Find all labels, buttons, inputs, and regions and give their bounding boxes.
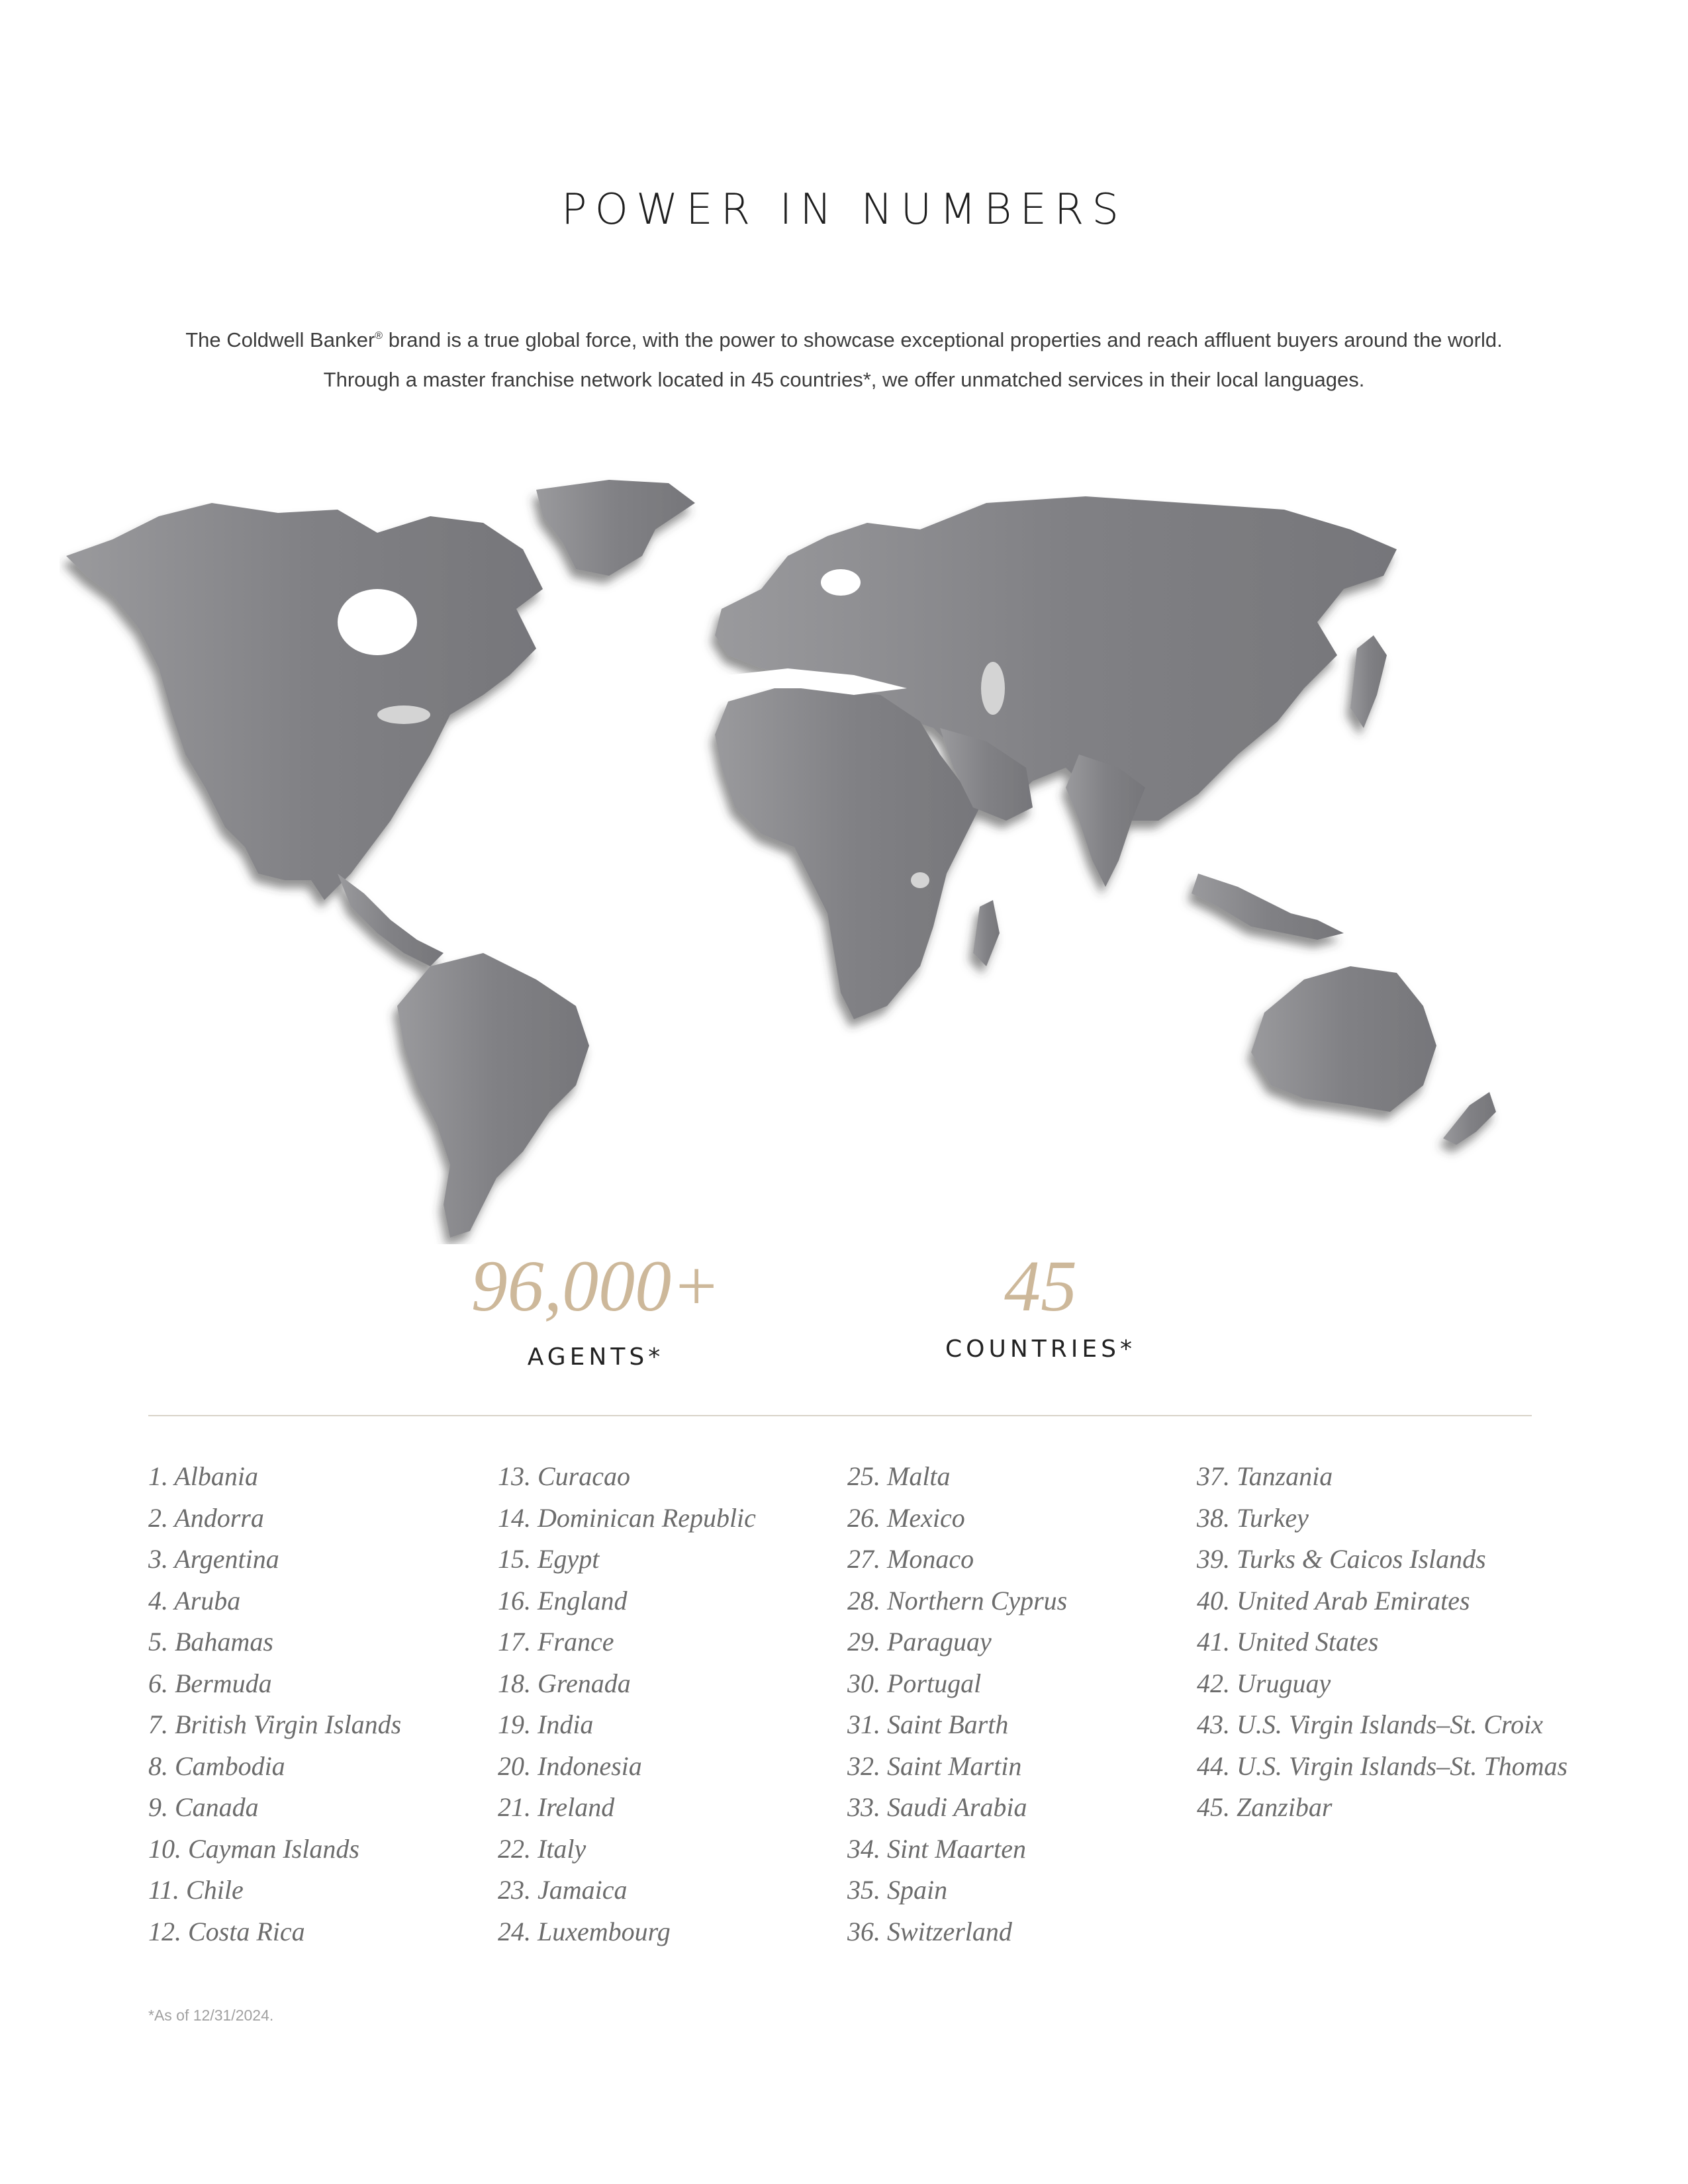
list-item: 20. Indonesia bbox=[498, 1751, 642, 1781]
list-item: 1. Albania bbox=[148, 1461, 258, 1491]
country-column-4 bbox=[1197, 1456, 1568, 1952]
list-item: 9. Canada bbox=[148, 1792, 259, 1822]
list-item: 19. India bbox=[498, 1709, 594, 1739]
greenland-landmass bbox=[536, 480, 695, 576]
country-column-3 bbox=[847, 1456, 1197, 1952]
list-item: 10. Cayman Islands bbox=[148, 1833, 359, 1864]
footnote: *As of 12/31/2024. bbox=[148, 2007, 274, 2024]
countries-label: COUNTRIES* bbox=[945, 1336, 1136, 1363]
list-item: 24. Luxembourg bbox=[498, 1916, 671, 1946]
japan-landmass bbox=[1350, 635, 1387, 728]
central-america-landmass bbox=[338, 874, 444, 966]
agents-label: AGENTS* bbox=[527, 1343, 665, 1371]
list-item: 16. England bbox=[498, 1585, 628, 1615]
list-item: 5. Bahamas bbox=[148, 1627, 273, 1657]
list-item: 40. United Arab Emirates bbox=[1197, 1585, 1470, 1615]
world-map bbox=[60, 477, 1609, 1244]
hudson-bay bbox=[338, 589, 417, 655]
baltic-sea bbox=[821, 569, 861, 596]
list-item: 39. Turks & Caicos Islands bbox=[1197, 1544, 1486, 1574]
country-column-2 bbox=[498, 1456, 847, 1952]
list-item: 26. Mexico bbox=[847, 1502, 965, 1533]
list-item: 34. Sint Maarten bbox=[847, 1833, 1026, 1864]
intro-line-1 bbox=[119, 316, 1569, 360]
north-america-landmass bbox=[66, 503, 543, 900]
list-item: 42. Uruguay bbox=[1197, 1668, 1331, 1698]
list-item: 29. Paraguay bbox=[847, 1627, 992, 1657]
list-item: 15. Egypt bbox=[498, 1544, 600, 1574]
intro-line-2: Through a master franchise network located in 45 countries*, we offer unmatched services in their local languages. bbox=[323, 368, 1365, 391]
section-divider bbox=[148, 1415, 1532, 1416]
list-item: 35. Spain bbox=[847, 1875, 948, 1905]
country-column-1 bbox=[148, 1456, 498, 1952]
list-item: 30. Portugal bbox=[847, 1668, 982, 1698]
list-item: 3. Argentina bbox=[148, 1544, 279, 1574]
list-item: 31. Saint Barth bbox=[847, 1709, 1009, 1739]
list-item: 33. Saudi Arabia bbox=[847, 1792, 1027, 1822]
list-item: 37. Tanzania bbox=[1197, 1461, 1333, 1491]
south-america-landmass bbox=[397, 953, 589, 1238]
indonesia-landmass bbox=[1192, 874, 1344, 940]
registered-mark: ® bbox=[375, 330, 383, 341]
intro-line-1-end: brand is a true global force, with the power to showcase exceptional properties and reach affluent buyers around the world. bbox=[383, 328, 1503, 351]
country-list bbox=[148, 1456, 1568, 1952]
list-item: 17. France bbox=[498, 1627, 614, 1657]
intro-line-1-start: The Coldwell Banker bbox=[185, 328, 375, 351]
list-item: 18. Grenada bbox=[498, 1668, 631, 1698]
new-zealand-landmass bbox=[1443, 1092, 1496, 1145]
list-item: 27. Monaco bbox=[847, 1544, 974, 1574]
list-item: 4. Aruba bbox=[148, 1585, 241, 1615]
world-map-graphic bbox=[60, 477, 1609, 1244]
list-item: 8. Cambodia bbox=[148, 1751, 285, 1781]
list-item: 41. United States bbox=[1197, 1627, 1379, 1657]
intro-paragraph bbox=[119, 316, 1569, 400]
list-item: 43. U.S. Virgin Islands–St. Croix bbox=[1197, 1709, 1543, 1739]
list-item: 36. Switzerland bbox=[847, 1916, 1012, 1946]
countries-count: 45 bbox=[1004, 1246, 1077, 1326]
list-item: 22. Italy bbox=[498, 1833, 586, 1864]
list-item: 12. Costa Rica bbox=[148, 1916, 305, 1946]
lake-victoria bbox=[911, 872, 929, 888]
australia-landmass bbox=[1251, 966, 1436, 1112]
list-item: 44. U.S. Virgin Islands–St. Thomas bbox=[1197, 1751, 1568, 1781]
caspian-sea bbox=[981, 662, 1005, 715]
list-item: 45. Zanzibar bbox=[1197, 1792, 1333, 1822]
list-item: 14. Dominican Republic bbox=[498, 1502, 756, 1533]
list-item: 21. Ireland bbox=[498, 1792, 615, 1822]
list-item: 32. Saint Martin bbox=[847, 1751, 1022, 1781]
list-item: 6. Bermuda bbox=[148, 1668, 272, 1698]
list-item: 7. British Virgin Islands bbox=[148, 1709, 402, 1739]
list-item: 11. Chile bbox=[148, 1875, 244, 1905]
madagascar-landmass bbox=[973, 900, 1000, 966]
list-item: 13. Curacao bbox=[498, 1461, 630, 1491]
agents-count: 96,000+ bbox=[471, 1246, 721, 1326]
page-title: POWER IN NUMBERS bbox=[561, 185, 1127, 234]
list-item: 38. Turkey bbox=[1197, 1502, 1309, 1533]
great-lakes bbox=[377, 705, 430, 724]
list-item: 2. Andorra bbox=[148, 1502, 264, 1533]
list-item: 23. Jamaica bbox=[498, 1875, 628, 1905]
list-item: 25. Malta bbox=[847, 1461, 951, 1491]
list-item: 28. Northern Cyprus bbox=[847, 1585, 1068, 1615]
